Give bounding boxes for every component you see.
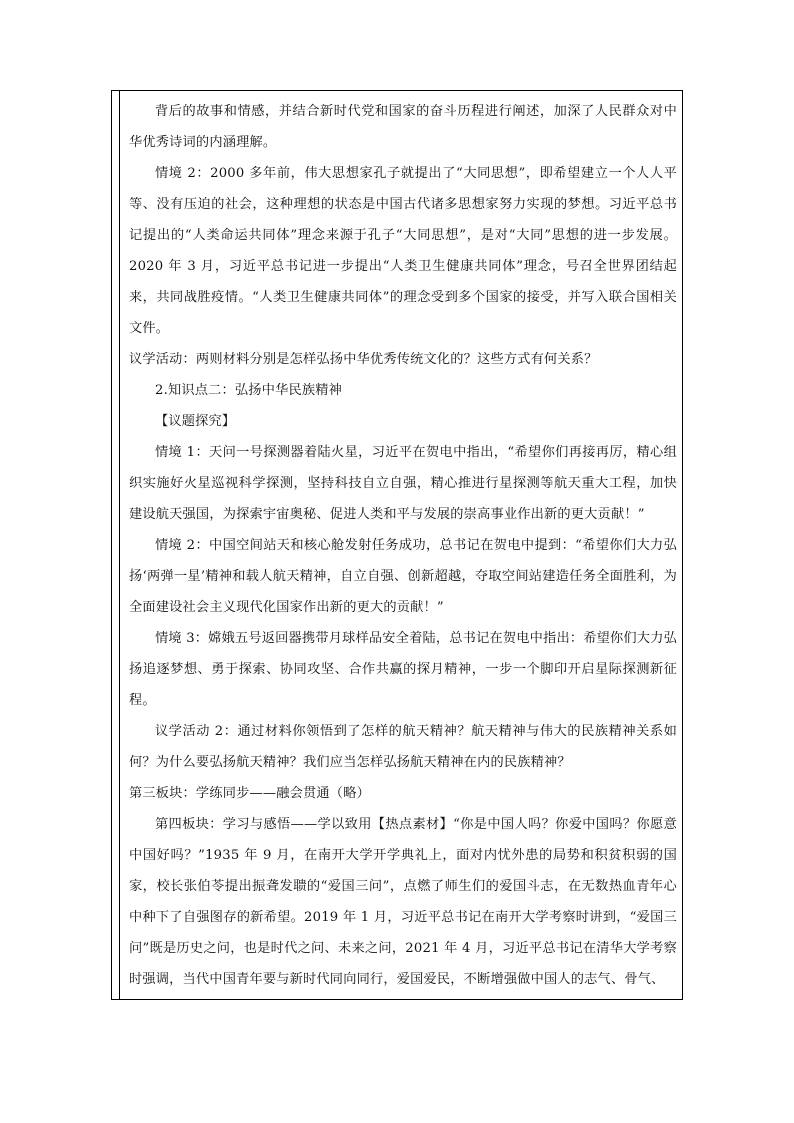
paragraph-intro-continuation: 背后的故事和情感，并结合新时代党和国家的奋斗历程进行阐述，加深了人民群众对中华优秀诗词的内涵理解。 <box>129 104 677 150</box>
paragraph-scenario-2-datong: 情境 2：2000 多年前，伟大思想家孔子就提出了“大同思想”，即希望建立一个人人平等、没有压迫的社会，这种理想的状态是中国古代诸多思想家努力实现的梦想。习近平总书记提出的“人类命运共同体”理念来源于孔子“大同思想”，是对“大同”思想的进一步发展。2020 年 3 月，习近平总书记进一步提出“人类卫生健康共同体”理念，号召全世界团结起来，共同战胜疫情。“人类卫生健康共同体”的理念受到多个国家的接受，并写入联合国相关文件。 <box>129 166 677 336</box>
paragraph-section-4: 第四板块：学习与感悟——学以致用【热点素材】“你是中国人吗？你爱中国吗？你愿意中国好吗？”1935 年 9 月，在南开大学开学典礼上，面对内忧外患的局势和积贫积弱的国家，校长张伯苓提出振聋发聩的“爱国三问”，点燃了师生们的爱国斗志，在无数热血青年心中种下了自强图存的新希望。2019 年 1 月，习近平总书记在南开大学考察时讲到，“爱国三问”既是历史之问，也是时代之问、未来之问，2021 年 4 月，习近平总书记在清华大学考察时强调，当代中国青年要与新时代同向同行，爱国爱民，不断增强做中国人的志气、骨气、 <box>129 817 678 987</box>
cell-text-content <box>129 96 677 995</box>
heading-knowledge-point-2: 2.知识点二：弘扬中华民族精神 <box>155 383 343 398</box>
paragraph-discussion-activity-1: 议学活动：两则材料分别是怎样弘扬中华优秀传统文化的？这些方式有何关系？ <box>129 352 598 367</box>
paragraph-scenario-2-tianhe: 情境 2：中国空间站天和核心舱发射任务成功，总书记在贺电中提到：“希望你们大力弘扬‘两弹一星’精神和载人航天精神，自立自强、创新超越，夺取空间站建造任务全面胜利，为全面建设社会主义现代化国家作出新的更大的贡献！” <box>129 538 677 615</box>
heading-section-3: 第三板块：学练同步——融会贯通（略） <box>129 786 370 801</box>
heading-topic-inquiry: 【议题探究】 <box>155 414 236 429</box>
paragraph-discussion-activity-2: 议学活动 2：通过材料你领悟到了怎样的航天精神？航天精神与伟大的民族精神关系如何？为什么要弘扬航天精神？我们应当怎样弘扬航天精神在内的民族精神？ <box>129 724 677 770</box>
paragraph-scenario-1-tianwen: 情境 1：天问一号探测器着陆火星，习近平在贺电中指出，“希望你们再接再厉，精心组织实施好火星巡视科学探测，坚持科技自立自强，精心推进行星探测等航天重大工程，加快建设航天强国，为探索宇宙奥秘、促进人类和平与发展的崇高事业作出新的更大贡献！” <box>129 445 677 522</box>
paragraph-scenario-3-change: 情境 3：嫦娥五号返回器携带月球样品安全着陆，总书记在贺电中指出：希望你们大力弘扬追逐梦想、勇于探索、协同攻坚、合作共赢的探月精神，一步一个脚印开启星际探测新征程。 <box>129 631 677 708</box>
